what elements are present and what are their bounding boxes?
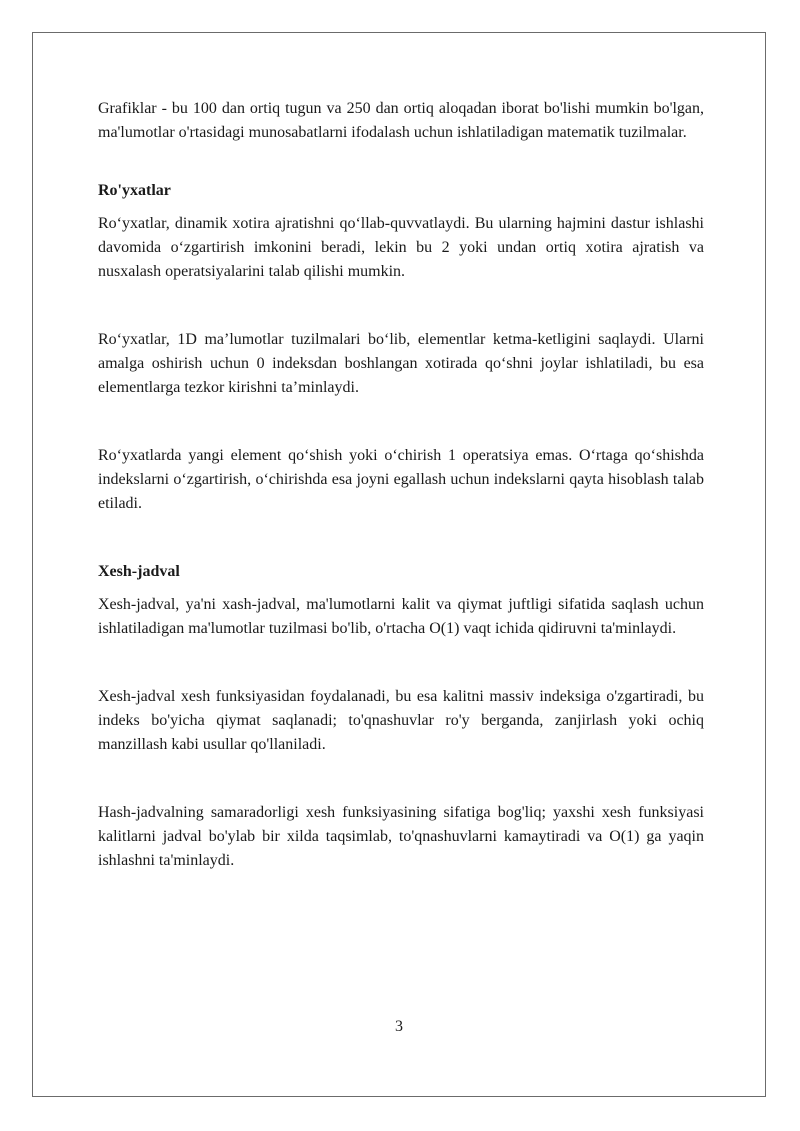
paragraph-hash-efficiency: Hash-jadvalning samaradorligi xesh funksiyasining sifatiga bog'liq; yaxshi xesh funksiyasi kalitlarni jadval bo'ylab bir xilda taqsimlab, to'qnashuvlarni kamaytiradi va O(1) ga yaqin ishlashni ta'minlaydi. <box>98 804 704 869</box>
document-page <box>32 32 766 1097</box>
paragraph-hash-definition: Xesh-jadval, ya'ni xash-jadval, ma'lumotlarni kalit va qiymat juftligi sifatida saqlash uchun ishlatiladigan ma'lumotlar tuzilmasi bo'lib, o'rtacha O(1) vaqt ichida qidiruvni ta'minlaydi. <box>98 596 704 637</box>
paragraph-hash-function: Xesh-jadval xesh funksiyasidan foydalanadi, bu esa kalitni massiv indeksiga o'zgartiradi, bu indeks bo'yicha qiymat saqlanadi; to'qnashuvlar ro'y berganda, zanjirlash yoki ochiq manzillash kabi usullar qo'llaniladi. <box>98 688 704 753</box>
page-number: 3 <box>395 1018 403 1035</box>
paragraph-lists-insert: Ro‘yxatlarda yangi element qo‘shish yoki o‘chirish 1 operatsiya emas. O‘rtaga qo‘shishda indekslarni o‘zgartirish, o‘chirishda esa joyni egallash uchun indekslarni qayta hisoblash talab etiladi. <box>98 447 704 512</box>
heading-lists: Ro'yxatlar <box>98 182 171 199</box>
paragraph-graphs: Grafiklar - bu 100 dan ortiq tugun va 250 dan ortiq aloqadan iborat bo'lishi mumkin bo'lgan, ma'lumotlar o'rtasidagi munosabatlarni ifodalash uchun ishlatiladigan matematik tuzilmalar. <box>98 100 704 141</box>
paragraph-lists-dynamic: Ro‘yxatlar, dinamik xotira ajratishni qo‘llab-quvvatlaydi. Bu ularning hajmini dastur ishlashi davomida o‘zgartirish imkonini beradi, lekin bu 2 yoki undan ortiq xotira ajratish va nusxalash operatsiyalarini talab qilishi mumkin. <box>98 215 704 280</box>
heading-hash-table: Xesh-jadval <box>98 563 180 580</box>
page-content <box>98 97 704 873</box>
paragraph-lists-1d: Ro‘yxatlar, 1D ma’lumotlar tuzilmalari bo‘lib, elementlar ketma-ketligini saqlaydi. Ularni amalga oshirish uchun 0 indeksdan boshlangan xotirada qo‘shni joylar ishlatiladi, bu esa elementlarga tezkor kirishni ta’minlaydi. <box>98 331 704 396</box>
